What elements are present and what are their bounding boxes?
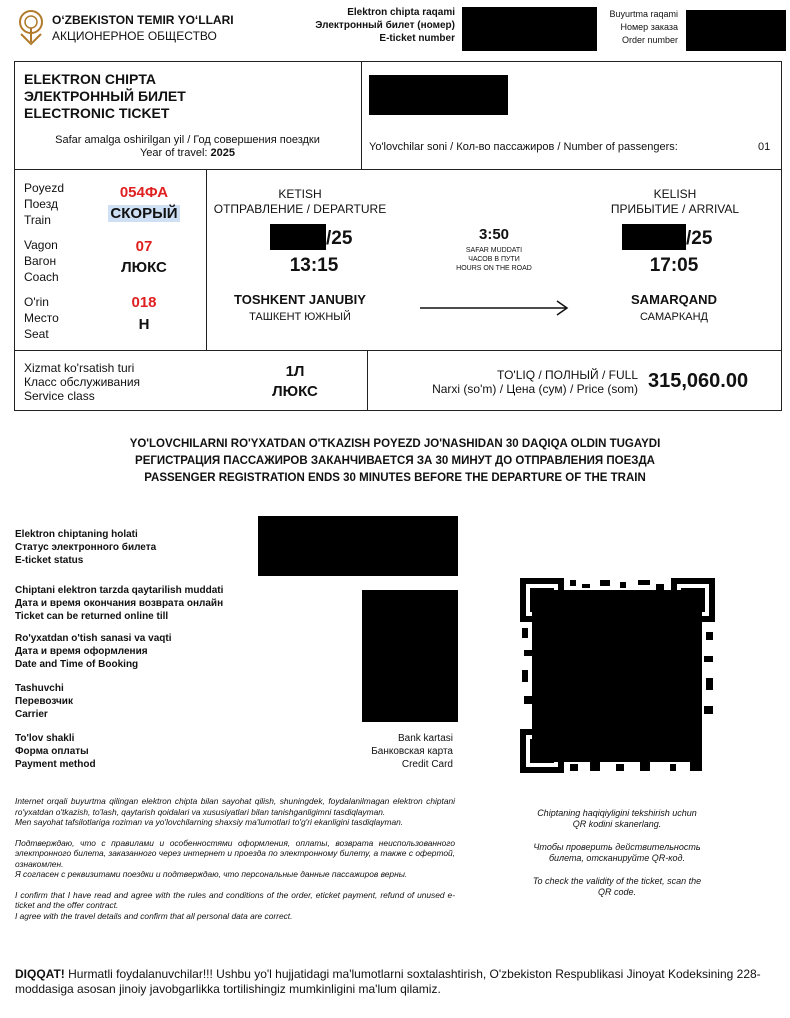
notice-ru: РЕГИСТРАЦИЯ ПАССАЖИРОВ ЗАКАНЧИВАЕТСЯ ЗА 30 МИНУТ ДО ОТПРАВЛЕНИЯ ПОЕЗДА: [135, 455, 655, 467]
departure-time: 13:15: [289, 255, 339, 276]
details-values-redacted: [362, 590, 458, 722]
year-of-travel: [14, 134, 361, 160]
company-name: O‘ZBEKISTON TEMIR YO‘LLARI: [52, 13, 234, 27]
year-value: 2025: [210, 147, 235, 159]
passengers-value: 01: [758, 141, 771, 153]
order-label-uz: Buyurtma raqami: [609, 9, 678, 19]
eticket-status-label: Elektron chiptaning holati Статус электронного билета E-ticket status: [15, 529, 157, 566]
duration: 3:50: [478, 226, 510, 243]
qr-instruction-ru: Чтобы проверить действительность билета, отсканируйте QR-код.: [533, 842, 701, 863]
passengers-label: Yo'lovchilar soni / Кол-во пассажиров / Number of passengers:: [369, 141, 678, 153]
arrival-station: SAMARQAND: [631, 292, 717, 307]
seat-letter: Н: [138, 316, 150, 333]
ticket-title-en: ELECTRONIC TICKET: [24, 105, 170, 121]
seat-number: 018: [131, 294, 157, 311]
train-type: СКОРЫЙ: [110, 205, 178, 222]
service-class-code: 1Л: [285, 363, 305, 380]
service-class-name: ЛЮКС: [272, 383, 318, 400]
train-label: Poyezd Поезд Train: [24, 181, 65, 227]
legal-text: [15, 796, 455, 921]
coach-number: 07: [135, 238, 153, 255]
refund-deadline-label: Chiptani elektron tarzda qaytarilish muddati Дата и время окончания возврата онлайн Ticket can be returned online till: [15, 585, 224, 622]
price-value: 315,060.00: [648, 370, 749, 392]
ticket-title-uz: ELEKTRON CHIPTA: [24, 71, 156, 87]
notice-en: PASSENGER REGISTRATION ENDS 30 MINUTES BEFORE THE DEPARTURE OF THE TRAIN: [144, 472, 646, 484]
warning-title: DIQQAT!: [15, 967, 65, 981]
fare-type: TO'LIQ / ПОЛНЫЙ / FULL: [496, 368, 638, 382]
departure-station: TOSHKENT JANUBIY: [234, 292, 366, 307]
ticket-title-ru: ЭЛЕКТРОННЫЙ БИЛЕТ: [24, 88, 186, 104]
booking-date-label: Ro'yxatdan o'tish sanasi va vaqti Дата и время оформления Date and Time of Booking: [15, 633, 172, 670]
passenger-name-redacted: [369, 75, 508, 115]
departure-date: /25: [326, 228, 353, 249]
order-label-en: Order number: [621, 35, 678, 45]
legal-ru-2: Я согласен с реквизитами поездки и подтверждаю, что персональные данные пассажиров верны.: [15, 869, 408, 879]
legal-uz-2: Men sayohat tafsilotlariga roziman va yo'lovchilarning shaxsiy ma'lumotlari to'g'ri ekanligini tasdiqlayman.: [15, 817, 404, 827]
arrival-station-ru: САМАРКАНД: [639, 311, 708, 323]
departure-station-ru: ТАШКЕНТ ЮЖНЫЙ: [249, 311, 351, 323]
eticket-label-en: E-ticket number: [379, 33, 455, 44]
arrival-header: KELISH ПРИБЫТИЕ / ARRIVAL: [610, 187, 740, 216]
eticket-status-redacted: [258, 516, 458, 576]
year-label-en: Year of travel:: [139, 147, 208, 159]
service-class-label: Xizmat ko'rsatish turi Класс обслуживания Service class: [24, 361, 141, 403]
route-arrow-icon: [420, 299, 570, 317]
departure-date-redacted: [270, 224, 326, 250]
qr-instructions: [532, 808, 702, 898]
eticket-number-redacted: [462, 7, 597, 51]
railway-emblem-icon: [15, 8, 47, 46]
order-number-label: [590, 8, 678, 47]
qr-instruction-en: To check the validity of the ticket, scan the QR code.: [532, 876, 702, 897]
payment-method-label: To'lov shakli Форма оплаты Payment method: [15, 733, 96, 770]
order-label-ru: Номер заказа: [620, 22, 678, 32]
coach-type: ЛЮКС: [121, 259, 167, 276]
arrival-time: 17:05: [649, 255, 699, 276]
duration-label: SAFAR MUDDATI ЧАСОВ В ПУТИ HOURS ON THE ROAD: [456, 247, 532, 272]
warning-text: [15, 967, 781, 997]
notice-uz: YO'LOVCHILARNI RO'YXATDAN O'TKAZISH POYEZD JO'NASHIDAN 30 DAQIQA OLDIN TUGAYDI: [129, 438, 661, 450]
company-logo: [15, 8, 47, 46]
carrier-label: Tashuvchi Перевозчик Carrier: [15, 683, 73, 720]
legal-en-2: I agree with the travel details and confirm that all personal data are correct.: [15, 910, 293, 921]
legal-ru-1: Подтверждаю, что с правилами и особенностями оформления, оплаты, возврата неиспользованного электронного билета, заказанного через интернет и проезда по электронному билету, а также с офертой, ознакомлен.: [15, 837, 455, 869]
legal-uz-1: Internet orqali buyurtma qilingan elektron chipta bilan sayohat qilish, shuningdek, foydalanilmagan elektron chiptani ro'yxatdan o'tkazish, to'lash, qaytarish qoidalari va xususiyatlari bilan tanishganligimni tasdiqlayman.: [15, 796, 455, 817]
qr-instruction-uz: Chiptaning haqiqiyligini tekshirish uchun QR kodini skanerlang.: [537, 808, 697, 829]
qr-code-icon: [520, 578, 715, 773]
year-label: Safar amalga oshirilgan yil / Год совершения поездки: [55, 134, 320, 146]
warning-body: Hurmatli foydalanuvchilar!!! Ushbu yo'l hujjatidagi ma'lumotlarni soxtalashtirish, O'zbekiston Respublikasi Jinoyat Kodeksining 228-moddasiga asosan jinoiy javobgarlikka tortilishingiz mumkinligini ma'lum qilamiz.: [15, 967, 761, 996]
company-subtitle: АКЦИОНЕРНОЕ ОБЩЕСТВО: [52, 29, 217, 43]
departure-header: KETISH ОТПРАВЛЕНИЕ / DEPARTURE: [213, 187, 387, 216]
eticket-label-uz: Elektron chipta raqami: [347, 7, 455, 18]
legal-en-1: I confirm that I have read and agree with the rules and conditions of the order, eticket payment, refund of unused e-ticket and the offer contract.: [15, 889, 455, 910]
price-label: Narxi (so'm) / Цена (сум) / Price (som): [432, 382, 638, 396]
coach-label: Vagon Вагон Coach: [24, 238, 59, 284]
order-number-redacted: [686, 10, 786, 51]
arrival-date-redacted: [622, 224, 686, 250]
registration-notice: [0, 436, 790, 487]
qr-code: [520, 578, 715, 773]
eticket-label-ru: Электронный билет (номер): [315, 20, 455, 31]
train-number: 054ФА: [119, 184, 169, 201]
seat-label: O'rin Место Seat: [24, 295, 59, 341]
payment-method-value: Bank kartasi Банковская карта Credit Card: [371, 733, 453, 770]
ticket-title: [24, 71, 186, 122]
arrival-date: /25: [686, 228, 713, 249]
eticket-number-label: [250, 6, 455, 45]
